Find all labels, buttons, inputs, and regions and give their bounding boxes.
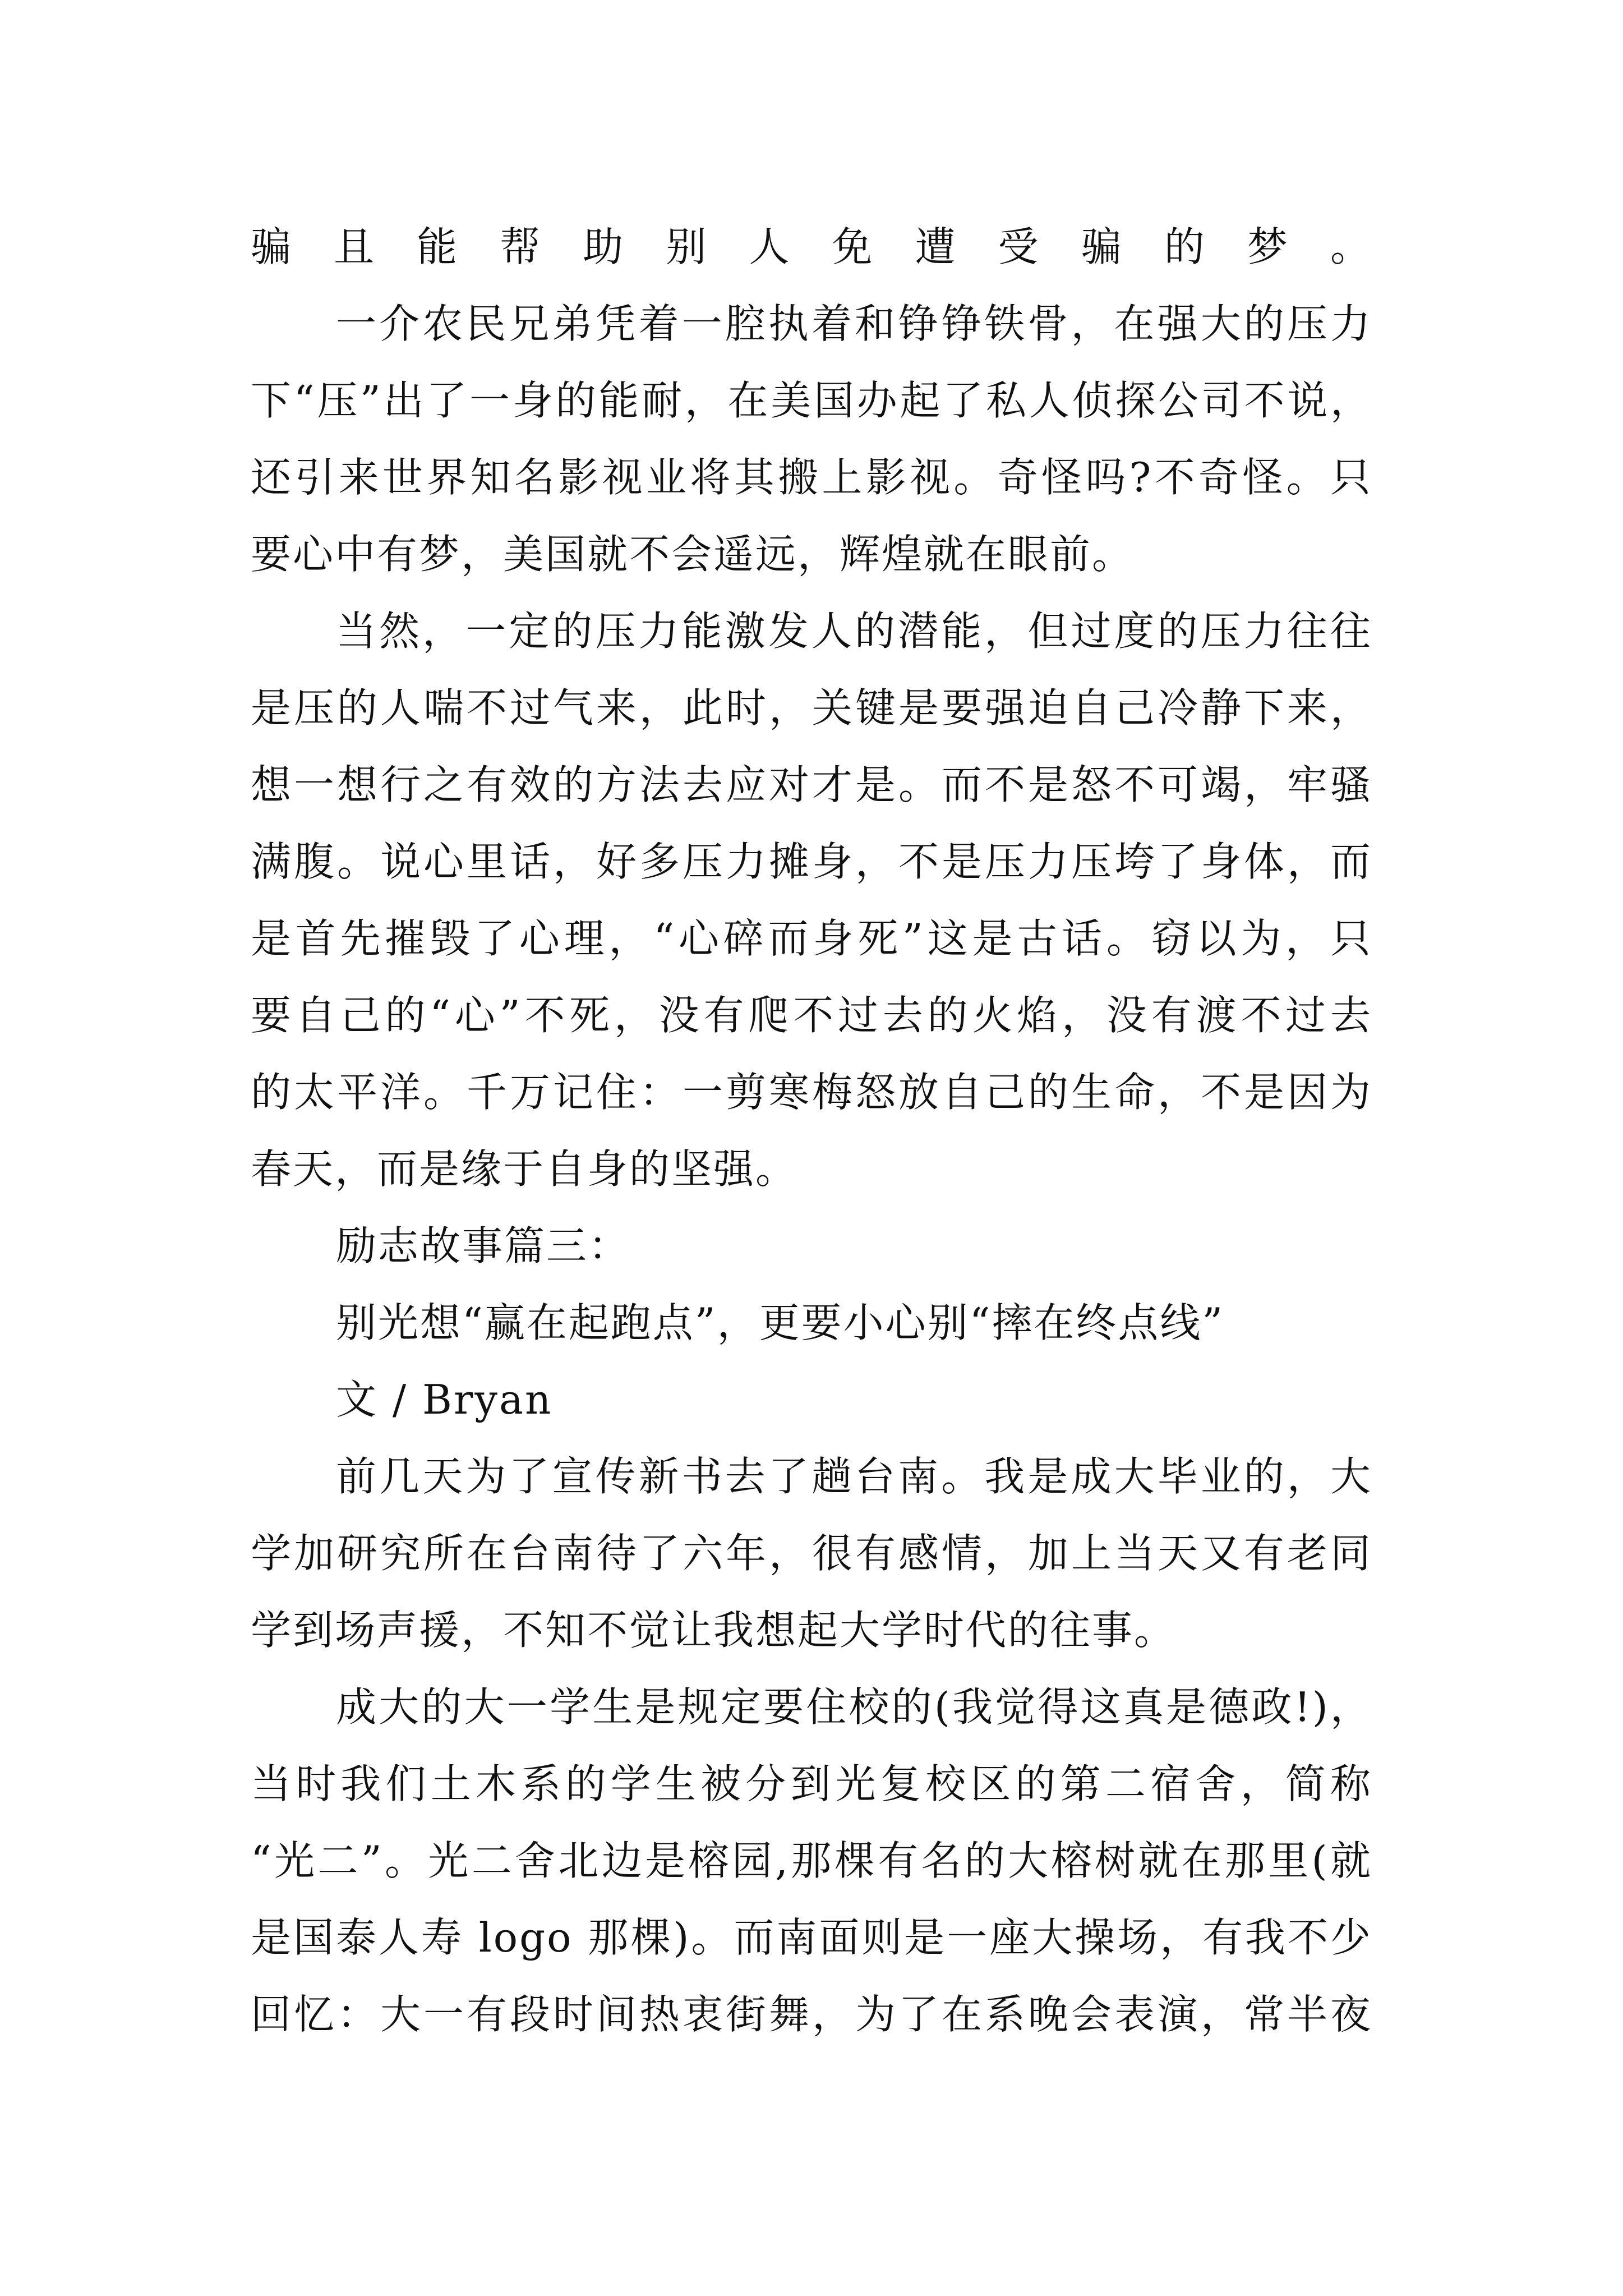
body-text — [251, 209, 1372, 2053]
section-heading: 励志故事篇三： — [336, 1222, 631, 1269]
text-line-19: 学到场声援，不知不觉让我想起大学时代的往事。 — [251, 1607, 1177, 1654]
text-line-23: 是国泰人寿 logo 那棵)。而南面则是一座大操场，有我不少 — [251, 1914, 1372, 1961]
text-line-6: 当然，一定的压力能激发人的潜能，但过度的压力往往 — [336, 608, 1372, 655]
text-line-8: 想一想行之有效的方法去应对才是。而不是怒不可竭，牢骚 — [251, 761, 1372, 808]
article-title: 别光想“赢在起跑点”，更要小心别“摔在终点线” — [336, 1299, 1225, 1346]
text-line-9: 满腹。说心里话，好多压力摊身，不是压力压垮了身体，而 — [251, 838, 1372, 885]
text-line-20: 成大的大一学生是规定要住校的(我觉得这真是德政!)， — [336, 1683, 1372, 1731]
text-line-10: 是首先摧毁了心理，“心碎而身死”这是古话。窃以为，只 — [251, 915, 1372, 962]
text-line-1: 骗且能帮助别人免遭受骗的梦。 — [251, 223, 1372, 270]
text-line-7: 是压的人喘不过气来，此时，关键是要强迫自己冷静下来， — [251, 684, 1372, 731]
article-author: 文 / Bryan — [336, 1376, 553, 1423]
text-line-17: 前几天为了宣传新书去了趟台南。我是成大毕业的，大 — [336, 1453, 1372, 1500]
text-line-4: 还引来世界知名影视业将其搬上影视。奇怪吗?不奇怪。只 — [251, 454, 1372, 501]
text-line-12: 的太平洋。千万记住：一剪寒梅怒放自己的生命，不是因为 — [251, 1069, 1372, 1116]
text-line-22: “光二”。光二舍北边是榕园,那棵有名的大榕树就在那里(就 — [251, 1837, 1372, 1884]
text-line-24: 回忆：大一有段时间热衷街舞，为了在系晚会表演，常半夜 — [251, 1991, 1372, 2038]
text-line-5: 要心中有梦，美国就不会遥远，辉煌就在眼前。 — [251, 531, 1135, 578]
text-line-21: 当时我们土木系的学生被分到光复校区的第二宿舍，简称 — [251, 1760, 1372, 1807]
text-line-18: 学加研究所在台南待了六年，很有感情，加上当天又有老同 — [251, 1530, 1372, 1577]
text-line-3: 下“压”出了一身的能耐，在美国办起了私人侦探公司不说， — [251, 377, 1372, 424]
text-line-13: 春天，而是缘于自身的坚强。 — [251, 1145, 798, 1193]
text-line-11: 要自己的“心”不死，没有爬不过去的火焰，没有渡不过去 — [251, 992, 1372, 1039]
text-line-2: 一介农民兄弟凭着一腔执着和铮铮铁骨，在强大的压力 — [336, 300, 1372, 347]
